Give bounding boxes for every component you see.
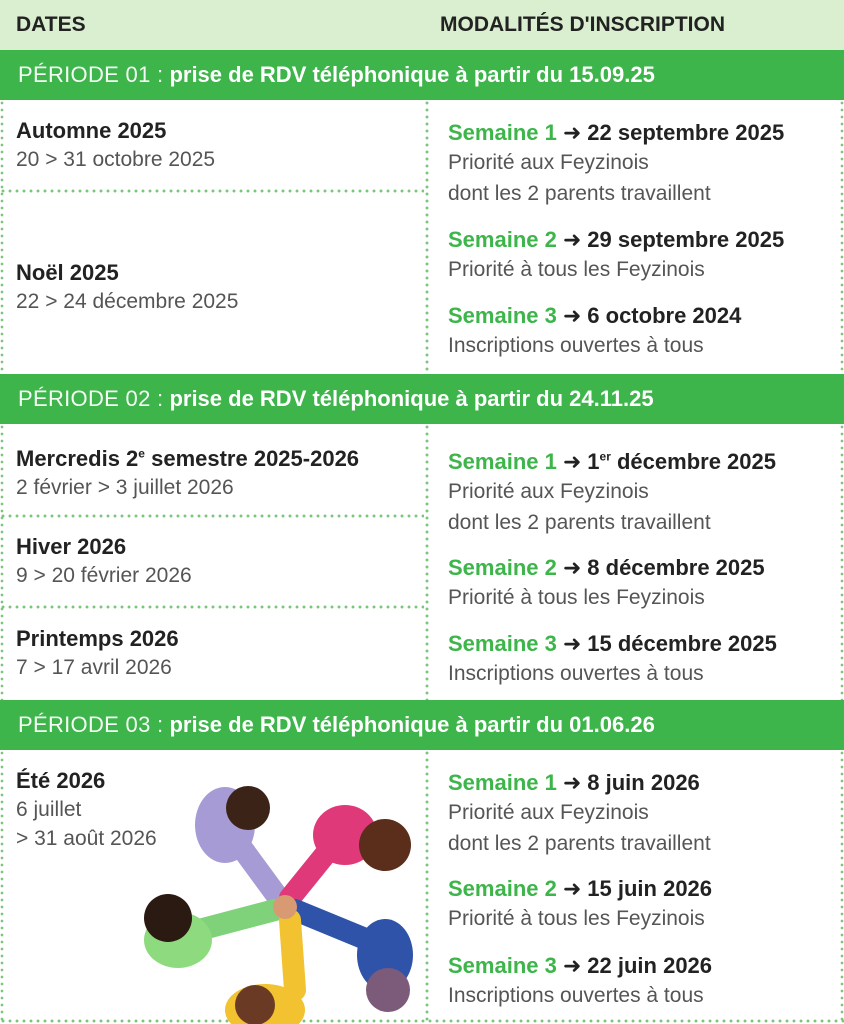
week-description: Priorité à tous les Feyzinois [448, 258, 705, 281]
period-number: PÉRIODE 02 : [18, 386, 164, 411]
week-label: Semaine 1 [448, 449, 557, 474]
week-description: dont les 2 parents travaillent [448, 182, 711, 205]
week-label: Semaine 2 [448, 227, 557, 252]
arrow-right-icon: ➜ [562, 555, 582, 580]
week-description: Inscriptions ouvertes à tous [448, 984, 704, 1007]
children-holding-hands-illustration [130, 770, 426, 1024]
week-label: Semaine 1 [448, 770, 557, 795]
week-description: Priorité à tous les Feyzinois [448, 586, 705, 609]
right-dotted-border [840, 100, 844, 374]
week-description: Priorité à tous les Feyzinois [448, 907, 705, 930]
column-divider [424, 100, 430, 374]
header-modalites: MODALITÉS D'INSCRIPTION [440, 13, 725, 36]
row-divider [0, 513, 424, 519]
week-date: 29 septembre 2025 [587, 227, 785, 252]
period-number: PÉRIODE 03 : [18, 712, 164, 737]
arrow-right-icon: ➜ [562, 303, 582, 328]
date-range: 2 février > 3 juillet 2026 [16, 476, 234, 499]
date-range: 7 > 17 avril 2026 [16, 656, 172, 679]
child-head [144, 894, 192, 942]
week-label: Semaine 3 [448, 303, 557, 328]
week-entry [448, 770, 711, 858]
week-entry [448, 876, 712, 933]
week-entry [448, 953, 712, 1010]
left-dotted-border [0, 750, 4, 1024]
week-description: Priorité aux Feyzinois [448, 480, 649, 503]
week-description: Priorité aux Feyzinois [448, 801, 649, 824]
left-dotted-border [0, 100, 4, 374]
column-divider [424, 424, 430, 700]
child-head [235, 985, 275, 1024]
period-text: prise de RDV téléphonique à partir du 15.09.25 [169, 62, 655, 87]
week-date: 22 juin 2026 [587, 953, 713, 978]
date-title: Mercredis 2e semestre 2025-2026 [16, 446, 360, 471]
date-range: > 31 août 2026 [16, 827, 157, 850]
date-title: Printemps 2026 [16, 626, 179, 651]
week-label: Semaine 2 [448, 555, 557, 580]
week-description: dont les 2 parents travaillent [448, 832, 711, 855]
period-number: PÉRIODE 01 : [18, 62, 164, 87]
left-dotted-border [0, 424, 4, 700]
header-dates: DATES [16, 13, 86, 36]
date-title: Noël 2025 [16, 260, 119, 285]
arrow-right-icon: ➜ [562, 770, 582, 795]
week-label: Semaine 3 [448, 953, 557, 978]
child-head [226, 786, 270, 830]
week-description: Inscriptions ouvertes à tous [448, 662, 704, 685]
week-description: Priorité aux Feyzinois [448, 151, 649, 174]
week-label: Semaine 2 [448, 876, 557, 901]
date-range: 22 > 24 décembre 2025 [16, 290, 239, 313]
week-date: 22 septembre 2025 [587, 120, 785, 145]
row-divider [0, 604, 424, 610]
child-head [366, 968, 410, 1012]
week-date: 6 octobre 2024 [587, 303, 742, 328]
period-03-bar [0, 700, 844, 750]
week-date: 15 décembre 2025 [587, 631, 777, 656]
period-01-block [0, 100, 844, 374]
week-date: 1er décembre 2025 [587, 449, 776, 474]
arrow-right-icon: ➜ [562, 953, 582, 978]
period-02-block [0, 424, 844, 700]
week-entry [448, 449, 776, 537]
week-label: Semaine 1 [448, 120, 557, 145]
week-description: dont les 2 parents travaillent [448, 511, 711, 534]
week-label: Semaine 3 [448, 631, 557, 656]
week-date: 15 juin 2026 [587, 876, 713, 901]
date-range: 20 > 31 octobre 2025 [16, 148, 216, 171]
right-dotted-border [840, 750, 844, 1024]
right-dotted-border [840, 424, 844, 700]
week-date: 8 décembre 2025 [587, 555, 765, 580]
week-entry [448, 555, 765, 612]
period-02-bar [0, 374, 844, 424]
row-divider [0, 188, 424, 194]
joined-hands [273, 895, 297, 919]
arm [290, 920, 295, 990]
date-title: Automne 2025 [16, 118, 167, 143]
week-entry [448, 631, 777, 688]
arrow-right-icon: ➜ [562, 876, 582, 901]
week-entry [448, 303, 741, 360]
arrow-right-icon: ➜ [562, 449, 582, 474]
week-entry [448, 227, 784, 284]
week-description: Inscriptions ouvertes à tous [448, 334, 704, 357]
date-title: Hiver 2026 [16, 534, 127, 559]
week-entry [448, 120, 784, 208]
arrow-right-icon: ➜ [562, 227, 582, 252]
date-title: Été 2026 [16, 768, 106, 793]
date-range: 9 > 20 février 2026 [16, 564, 192, 587]
date-range: 6 juillet [16, 798, 82, 821]
arrow-right-icon: ➜ [562, 120, 582, 145]
week-date: 8 juin 2026 [587, 770, 700, 795]
child-head [359, 819, 411, 871]
period-01-bar [0, 50, 844, 100]
period-text: prise de RDV téléphonique à partir du 24.11.25 [169, 386, 654, 411]
arrow-right-icon: ➜ [562, 631, 582, 656]
table-header [0, 0, 844, 50]
period-text: prise de RDV téléphonique à partir du 01.06.26 [169, 712, 655, 737]
